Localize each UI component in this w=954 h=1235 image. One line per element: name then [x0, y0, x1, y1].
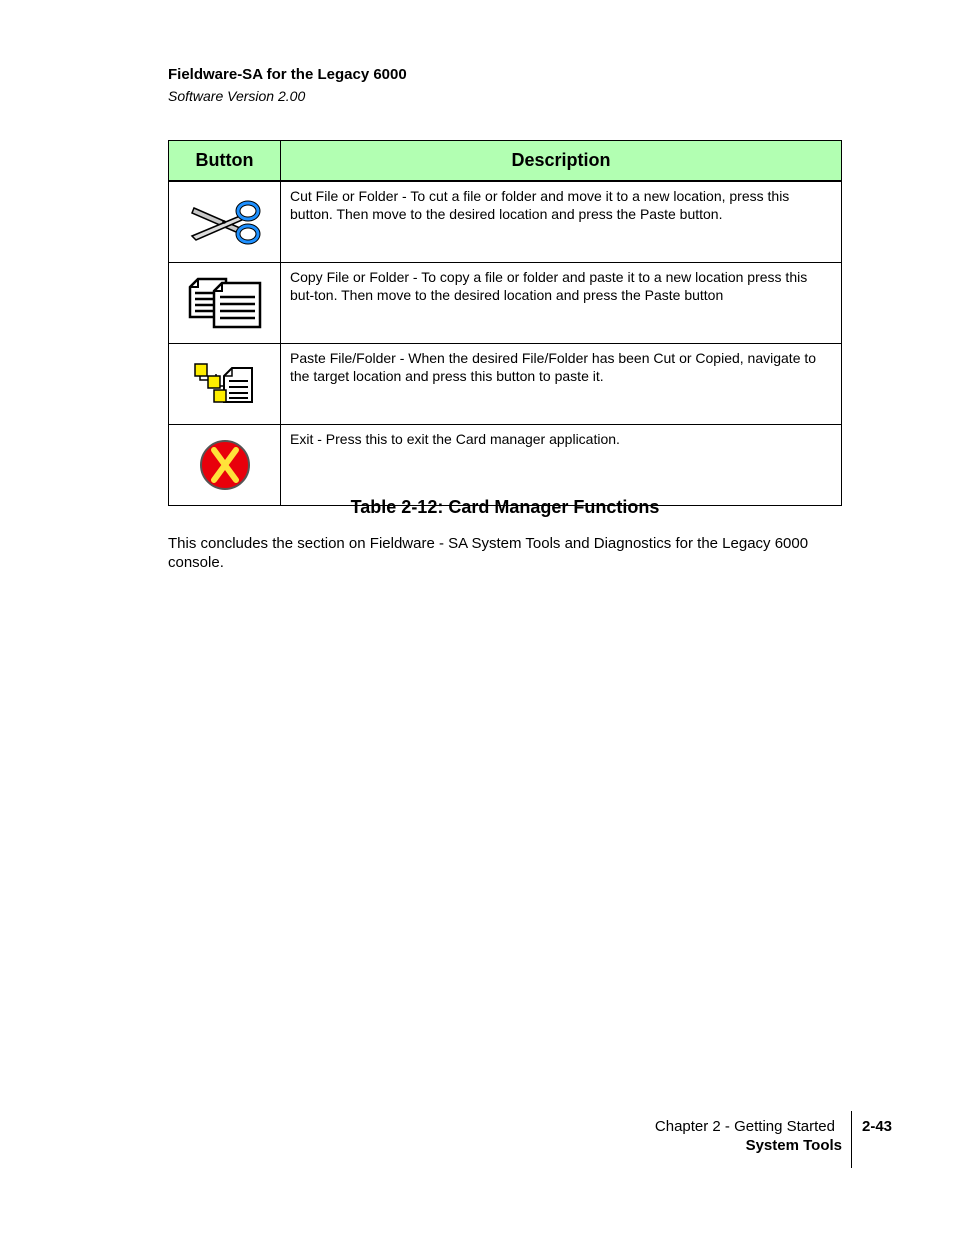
table-row — [169, 344, 842, 425]
table-header-row — [169, 141, 842, 182]
column-header-button: Button — [169, 141, 281, 182]
card-manager-functions-table — [168, 140, 842, 506]
table-row — [169, 181, 842, 263]
description-copy: Copy File or Folder - To copy a file or folder and paste it to a new location press this but-ton. Then move to the desired location and press the Paste button — [281, 263, 842, 344]
table-row — [169, 263, 842, 344]
footer-section: System Tools — [745, 1137, 842, 1154]
body-paragraph: This concludes the section on Fieldware - SA System Tools and Diagnostics for the Legacy 6000 console. — [168, 535, 809, 571]
table-row — [169, 425, 842, 506]
footer-divider — [851, 1111, 852, 1168]
button-cell — [169, 344, 281, 425]
button-cell — [169, 425, 281, 506]
scissors-icon — [188, 198, 262, 246]
button-cell — [169, 263, 281, 344]
exit-x-icon — [199, 439, 251, 491]
description-paste: Paste File/Folder - When the desired File/Folder has been Cut or Copied, navigate to the target location and press this button to paste it. — [281, 344, 842, 425]
column-header-description: Description — [281, 141, 842, 182]
description-exit: Exit - Press this to exit the Card manager application. — [281, 425, 842, 506]
button-cell — [169, 181, 281, 263]
footer-chapter: Chapter 2 - Getting Started — [654, 1118, 835, 1135]
software-version: Software Version 2.00 — [168, 88, 306, 104]
table-caption: Table 2-12: Card Manager Functions — [350, 497, 660, 517]
paste-icon — [194, 362, 256, 406]
description-cut: Cut File or Folder - To cut a file or folder and move it to a new location, press this button. Then move to the desired location and press the Paste button. — [281, 181, 842, 263]
copy-documents-icon — [188, 277, 262, 329]
document-title: Fieldware-SA for the Legacy 6000 — [168, 66, 407, 83]
page-number: 2-43 — [862, 1118, 893, 1135]
